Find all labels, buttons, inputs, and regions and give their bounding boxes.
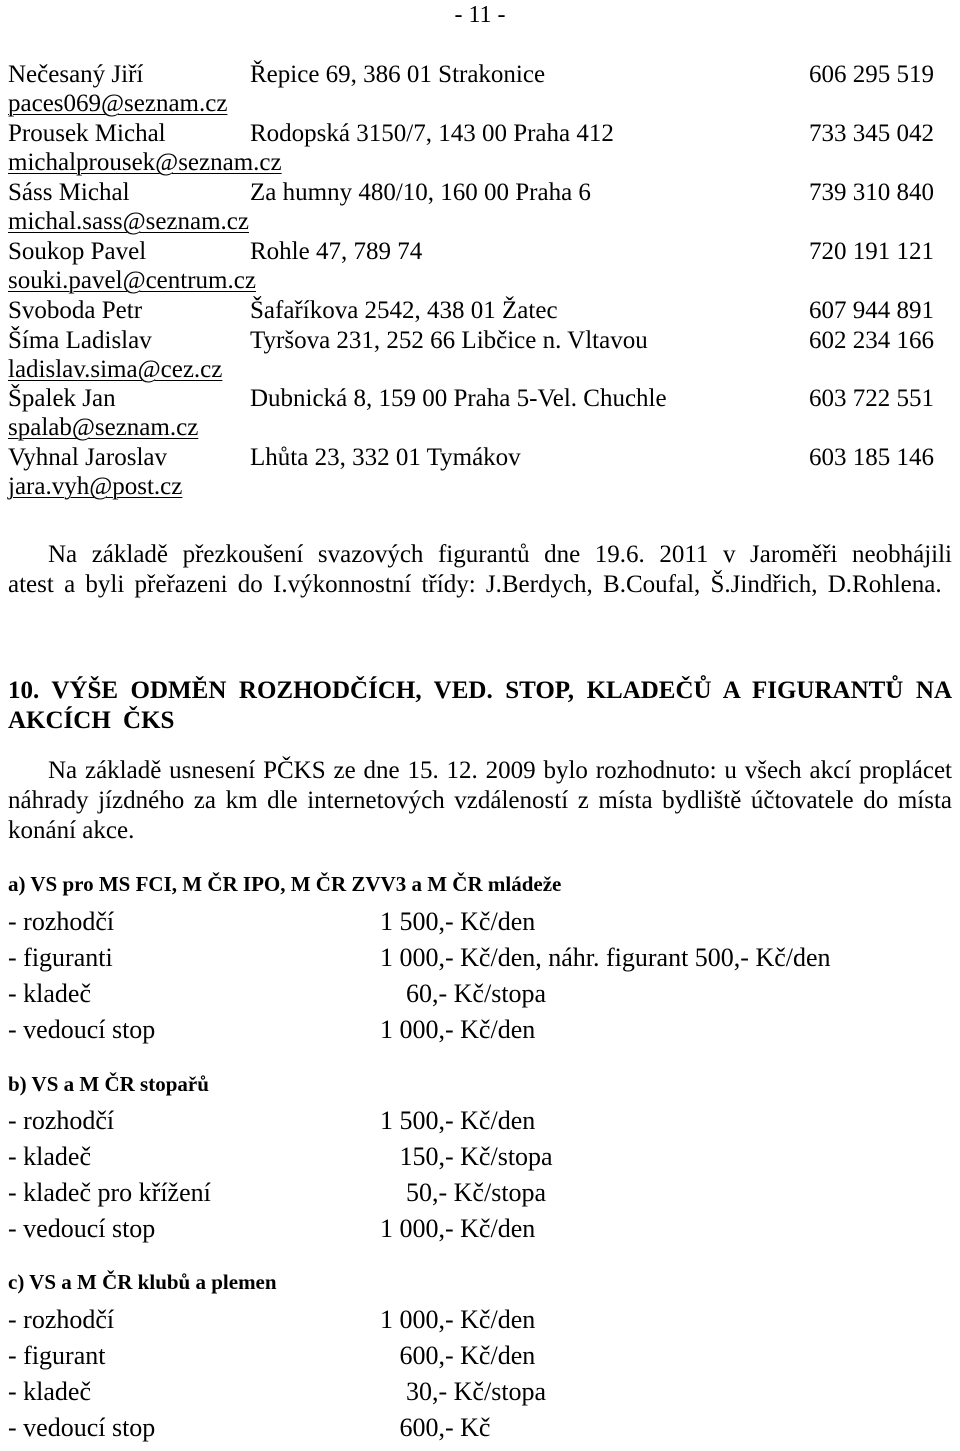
contact-row bbox=[0, 119, 960, 149]
fee-group-title: a) VS pro MS FCI, M ČR IPO, M ČR ZVV3 a M ČR mládeže bbox=[8, 872, 562, 896]
contact-phone: 739 310 840 bbox=[809, 179, 934, 206]
contact-phone: 602 234 166 bbox=[809, 327, 934, 354]
contact-row bbox=[0, 237, 960, 267]
contact-email-link[interactable]: michalprousek@seznam.cz bbox=[8, 149, 282, 176]
fee-amount: 1 500,- Kč/den bbox=[380, 1106, 536, 1135]
fee-row bbox=[0, 979, 960, 1015]
contact-address: Rohle 47, 789 74 bbox=[250, 238, 423, 265]
contact-address: Rodopská 3150/7, 143 00 Praha 412 bbox=[250, 120, 614, 147]
contact-row bbox=[0, 384, 960, 414]
fee-amount: 150,- Kč/stopa bbox=[380, 1142, 553, 1171]
contact-name: Špalek Jan bbox=[8, 385, 116, 412]
section-paragraph: Na základě usnesení PČKS ze dne 15. 12. 2009 bylo rozhodnuto: u všech akcí proplácet náhrady jízdného za km dle internetových vzdáleností z místa bydliště účtovatele do místa konání akce. bbox=[8, 757, 952, 844]
contact-phone: 606 295 519 bbox=[809, 61, 934, 88]
contact-name: Prousek Michal bbox=[8, 120, 166, 147]
fee-amount: 1 000,- Kč/den bbox=[380, 1305, 536, 1334]
contact-address: Tyršova 231, 252 66 Libčice n. Vltavou bbox=[250, 327, 648, 354]
fee-row bbox=[0, 1214, 960, 1250]
fee-group-title: b) VS a M ČR stopařů bbox=[8, 1072, 209, 1096]
fee-role: - vedoucí stop bbox=[8, 1015, 156, 1044]
fee-amount: 30,- Kč/stopa bbox=[380, 1377, 547, 1406]
fee-amount: 1 000,- Kč/den, náhr. figurant 500,- Kč/den bbox=[380, 943, 831, 972]
fee-row bbox=[0, 1341, 960, 1377]
contact-email-row bbox=[0, 89, 960, 119]
fee-amount: 50,- Kč/stopa bbox=[380, 1178, 547, 1207]
fee-role: - vedoucí stop bbox=[8, 1413, 156, 1442]
fee-row bbox=[0, 907, 960, 943]
fee-amount: 60,- Kč/stopa bbox=[380, 979, 547, 1008]
contact-name: Nečesaný Jiří bbox=[8, 61, 144, 88]
fee-role: - figuranti bbox=[8, 943, 113, 972]
fee-role: - rozhodčí bbox=[8, 1305, 115, 1334]
contact-phone: 720 191 121 bbox=[809, 238, 934, 265]
fee-amount: 1 000,- Kč/den bbox=[380, 1015, 536, 1044]
fee-amount: 1 000,- Kč/den bbox=[380, 1214, 536, 1243]
contact-email-link[interactable]: ladislav.sima@cez.cz bbox=[8, 356, 223, 383]
contact-name: Svoboda Petr bbox=[8, 297, 143, 324]
contact-email-row bbox=[0, 355, 960, 385]
fee-amount: 600,- Kč bbox=[380, 1413, 491, 1442]
fee-row bbox=[0, 1178, 960, 1214]
fee-row bbox=[0, 943, 960, 979]
atest-note-paragraph: Na základě přezkoušení svazových figurantů dne 19.6. 2011 v Jaroměři neobhájili atest a byli přeřazeni do I.výkonnostní třídy: J.Berdych, B.Coufal, Š.Jindřich, D.Rohlena. bbox=[8, 541, 952, 598]
contact-phone: 603 722 551 bbox=[809, 385, 934, 412]
page-number: - 11 - bbox=[454, 2, 506, 28]
contact-row bbox=[0, 326, 960, 356]
fee-row bbox=[0, 1015, 960, 1051]
contact-row bbox=[0, 443, 960, 473]
contact-phone: 733 345 042 bbox=[809, 120, 934, 147]
contact-row bbox=[0, 60, 960, 90]
contact-name: Soukop Pavel bbox=[8, 238, 147, 265]
contact-name: Vyhnal Jaroslav bbox=[8, 444, 167, 471]
fee-role: - kladeč bbox=[8, 1377, 92, 1406]
fee-role: - kladeč bbox=[8, 1142, 92, 1171]
fee-role: - figurant bbox=[8, 1341, 106, 1370]
contact-email-link[interactable]: paces069@seznam.cz bbox=[8, 90, 228, 117]
contact-phone: 607 944 891 bbox=[809, 297, 934, 324]
contact-email-row bbox=[0, 148, 960, 178]
fee-role: - rozhodčí bbox=[8, 907, 115, 936]
fee-amount: 1 500,- Kč/den bbox=[380, 907, 536, 936]
contact-email-link[interactable]: spalab@seznam.cz bbox=[8, 414, 199, 441]
fee-role: - kladeč bbox=[8, 979, 92, 1008]
fee-amount: 600,- Kč/den bbox=[380, 1341, 536, 1370]
contact-address: Lhůta 23, 332 01 Tymákov bbox=[250, 444, 521, 471]
fee-role: - vedoucí stop bbox=[8, 1214, 156, 1243]
contact-email-row bbox=[0, 266, 960, 296]
fee-role: - rozhodčí bbox=[8, 1106, 115, 1135]
contact-email-link[interactable]: jara.vyh@post.cz bbox=[8, 473, 183, 500]
fee-row bbox=[0, 1106, 960, 1142]
contact-phone: 603 185 146 bbox=[809, 444, 934, 471]
fee-group-title: c) VS a M ČR klubů a plemen bbox=[8, 1270, 277, 1294]
fee-row bbox=[0, 1305, 960, 1341]
contact-row bbox=[0, 178, 960, 208]
contact-email-row bbox=[0, 207, 960, 237]
contact-email-link[interactable]: michal.sass@seznam.cz bbox=[8, 208, 249, 235]
contact-address: Řepice 69, 386 01 Strakonice bbox=[250, 61, 546, 88]
contact-name: Šíma Ladislav bbox=[8, 327, 152, 354]
contact-email-row bbox=[0, 472, 960, 502]
fee-role: - kladeč pro křížení bbox=[8, 1178, 211, 1207]
fee-row bbox=[0, 1377, 960, 1413]
contact-address: Šafaříkova 2542, 438 01 Žatec bbox=[250, 297, 558, 324]
contact-address: Za humny 480/10, 160 00 Praha 6 bbox=[250, 179, 591, 206]
section-heading: 10. VÝŠE ODMĚN ROZHODČÍCH, VED. STOP, KLADEČŮ A FIGURANTŮ NA AKCÍCH ČKS bbox=[8, 677, 952, 734]
contact-email-row bbox=[0, 413, 960, 443]
contact-address: Dubnická 8, 159 00 Praha 5-Vel. Chuchle bbox=[250, 385, 667, 412]
contact-email-link[interactable]: souki.pavel@centrum.cz bbox=[8, 267, 256, 294]
contact-row bbox=[0, 296, 960, 326]
fee-row bbox=[0, 1142, 960, 1178]
fee-row bbox=[0, 1413, 960, 1449]
contact-name: Sáss Michal bbox=[8, 179, 130, 206]
